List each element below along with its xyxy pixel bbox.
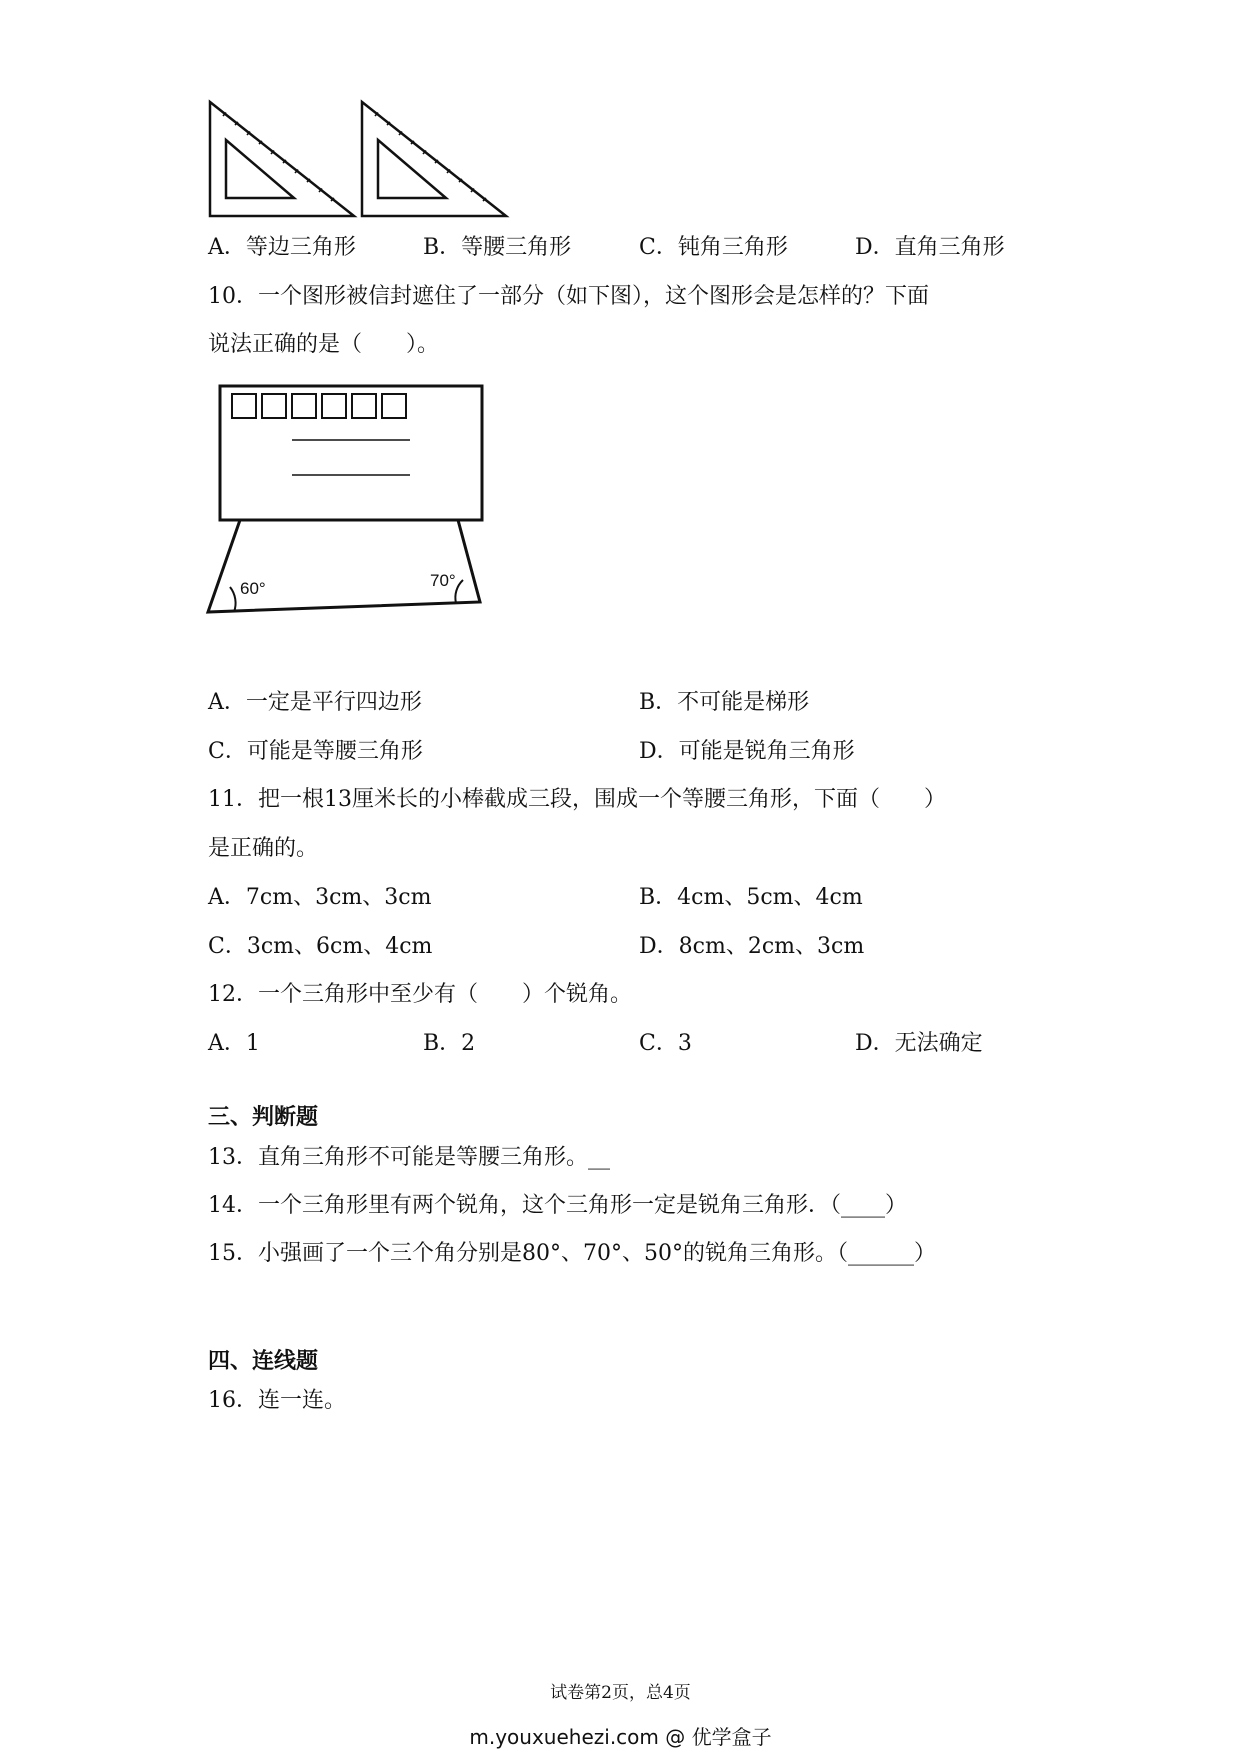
q12-option-d[interactable]: D．无法确定 (855, 1031, 983, 1056)
angle-label-60: 60° (240, 579, 266, 598)
q9-option-c[interactable]: C．钝角三角形 (639, 235, 788, 260)
q13-statement: 13．直角三角形不可能是等腰三角形。__ (208, 1145, 610, 1170)
q12-option-b[interactable]: B．2 (423, 1031, 476, 1056)
angle-label-70: 70° (430, 571, 456, 590)
q10-stem-line1: 10．一个图形被信封遮住了一部分（如下图），这个图形会是怎样的？下面 (208, 284, 929, 309)
q16-stem: 16．连一连。 (208, 1388, 346, 1413)
q10-option-d[interactable]: D．可能是锐角三角形 (639, 739, 855, 764)
q11-stem-line2: 是正确的。 (208, 836, 319, 861)
q11-option-a[interactable]: A．7cm、3cm、3cm (208, 885, 432, 910)
q12-option-a[interactable]: A．1 (208, 1031, 260, 1056)
page-footer: 试卷第2页，总4页 (550, 1683, 691, 1703)
q10-option-a[interactable]: A．一定是平行四边形 (208, 690, 422, 715)
q9-option-b[interactable]: B．等腰三角形 (423, 235, 572, 260)
section4-title: 四、连线题 (208, 1349, 319, 1374)
q10-option-b[interactable]: B．不可能是梯形 (639, 690, 810, 715)
site-credit: m.youxuehezi.com @ 优学盒子 (469, 1725, 772, 1749)
envelope-figure (206, 382, 486, 622)
set-square-figure-1 (206, 100, 356, 220)
q9-option-d[interactable]: D．直角三角形 (855, 235, 1005, 260)
q14-statement: 14．一个三角形里有两个锐角，这个三角形一定是锐角三角形．（____） (208, 1193, 907, 1218)
section3-title: 三、判断题 (208, 1105, 319, 1130)
q11-option-d[interactable]: D．8cm、2cm、3cm (639, 934, 865, 959)
q12-stem: 12．一个三角形中至少有（ ）个锐角。 (208, 982, 632, 1007)
q12-option-c[interactable]: C．3 (639, 1031, 692, 1056)
q10-stem-line2: 说法正确的是（ ）。 (208, 332, 440, 357)
q11-option-b[interactable]: B．4cm、5cm、4cm (639, 885, 863, 910)
q11-stem-line1: 11．把一根13厘米长的小棒截成三段，围成一个等腰三角形，下面（ ） (208, 787, 946, 812)
q11-option-c[interactable]: C．3cm、6cm、4cm (208, 934, 433, 959)
q15-statement: 15．小强画了一个三个角分别是80°、70°、50°的锐角三角形。（______） (208, 1241, 936, 1266)
q9-option-a[interactable]: A．等边三角形 (208, 235, 356, 260)
q10-option-c[interactable]: C．可能是等腰三角形 (208, 739, 423, 764)
set-square-figure-2 (358, 100, 508, 220)
